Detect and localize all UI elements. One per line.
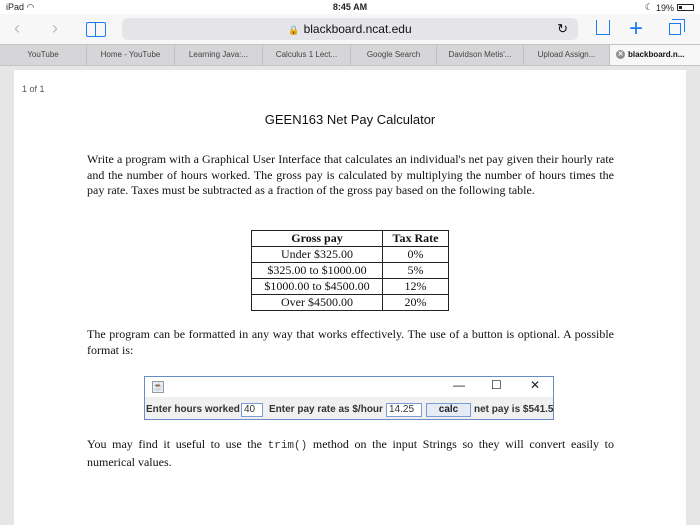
device-label: iPad ◠ — [6, 2, 35, 12]
table-row — [252, 263, 449, 279]
rate-label: Enter pay rate as $/hour — [269, 404, 383, 415]
tabs-overview-icon[interactable] — [669, 23, 681, 35]
tab-calculus[interactable] — [263, 45, 351, 65]
browser-toolbar — [0, 14, 700, 44]
java-window-example — [144, 376, 554, 420]
tab-google-search[interactable] — [351, 45, 437, 65]
new-tab-plus-icon[interactable]: + — [629, 15, 644, 42]
table-row — [252, 295, 449, 311]
close-icon: ✕ — [530, 378, 541, 392]
tab-label: Home - YouTube — [100, 50, 161, 59]
rate-field: 14.25 — [386, 403, 422, 417]
java-app-icon: ☕ — [153, 382, 163, 391]
url-text: blackboard.ncat.edu — [303, 22, 412, 36]
tip-text: method on the input Strings so they will convert easily to numerical values. — [87, 437, 614, 469]
trim-tip-paragraph — [87, 437, 614, 470]
java-input-row — [145, 401, 553, 418]
clock: 8:45 AM — [332, 2, 368, 12]
tab-davidson[interactable] — [437, 45, 524, 65]
table-cell: 20% — [383, 295, 449, 311]
maximize-icon: ☐ — [491, 378, 502, 392]
battery-status — [645, 2, 694, 13]
hours-field: 40 — [241, 403, 263, 417]
code-snippet: trim() — [267, 440, 308, 452]
table-cell: 0% — [383, 247, 449, 263]
bookmarks-icon[interactable] — [86, 22, 106, 37]
tab-strip — [0, 44, 700, 66]
status-bar — [0, 0, 700, 14]
tab-label: Calculus 1 Lect... — [275, 50, 338, 59]
tax-table — [251, 230, 449, 311]
table-cell: 5% — [383, 263, 449, 279]
tab-label: Google Search — [366, 50, 421, 59]
battery-percent: 19% — [655, 2, 674, 13]
table-row — [252, 247, 449, 263]
battery-icon — [677, 4, 694, 11]
tab-label: Learning Java:... — [188, 50, 249, 59]
reload-icon[interactable]: ↻ — [557, 21, 568, 36]
share-icon[interactable] — [596, 20, 610, 35]
tab-learning-java[interactable] — [175, 45, 263, 65]
hours-label: Enter hours worked — [146, 404, 240, 415]
page-count: 1 of 1 — [22, 84, 45, 94]
table-cell: $325.00 to $1000.00 — [252, 263, 383, 279]
wifi-icon: ◠ — [26, 2, 35, 12]
table-header-row — [252, 231, 449, 247]
tab-upload-assign[interactable] — [524, 45, 610, 65]
document-title: GEEN163 Net Pay Calculator — [264, 112, 436, 127]
table-cell: Over $4500.00 — [252, 295, 383, 311]
back-chevron-icon[interactable]: ‹ — [14, 18, 20, 38]
tab-label: YouTube — [27, 50, 59, 59]
column-header: Tax Rate — [383, 231, 449, 247]
table-cell: $1000.00 to $4500.00 — [252, 279, 383, 295]
address-bar[interactable] — [122, 18, 578, 40]
moon-icon: ☾ — [644, 2, 653, 12]
forward-chevron-icon[interactable]: › — [52, 18, 58, 38]
table-row — [252, 279, 449, 295]
calc-button: calc — [426, 403, 471, 417]
tab-blackboard[interactable] — [610, 45, 700, 65]
tab-home-youtube[interactable] — [87, 45, 175, 65]
tab-label: Upload Assign... — [537, 50, 596, 59]
tip-text: You may find it useful to use the — [87, 437, 268, 451]
lock-icon: 🔒 — [288, 25, 300, 35]
tab-youtube[interactable] — [0, 45, 87, 65]
tab-label: Davidson Metis'... — [448, 50, 512, 59]
instructions-paragraph: Write a program with a Graphical User Interface that calculates an individual's net pay given their hourly rate and the number of hours worked. The gross pay is calculated by multiplying the number of hours times the pay rate. Taxes must be subtracted as a fraction of the gross pay based on the following table. — [87, 152, 614, 197]
tab-label: blackboard.n... — [628, 50, 685, 59]
close-tab-icon[interactable]: ✕ — [617, 51, 624, 59]
java-window-titlebar — [145, 377, 553, 397]
column-header: Gross pay — [252, 231, 383, 247]
net-pay-result: net pay is $541.5 — [474, 404, 554, 415]
format-paragraph: The program can be formatted in any way that works effectively. The use of a button is optional. A possible format is: — [87, 327, 614, 357]
table-cell: Under $325.00 — [252, 247, 383, 263]
table-cell: 12% — [383, 279, 449, 295]
minimize-icon: — — [453, 378, 465, 392]
